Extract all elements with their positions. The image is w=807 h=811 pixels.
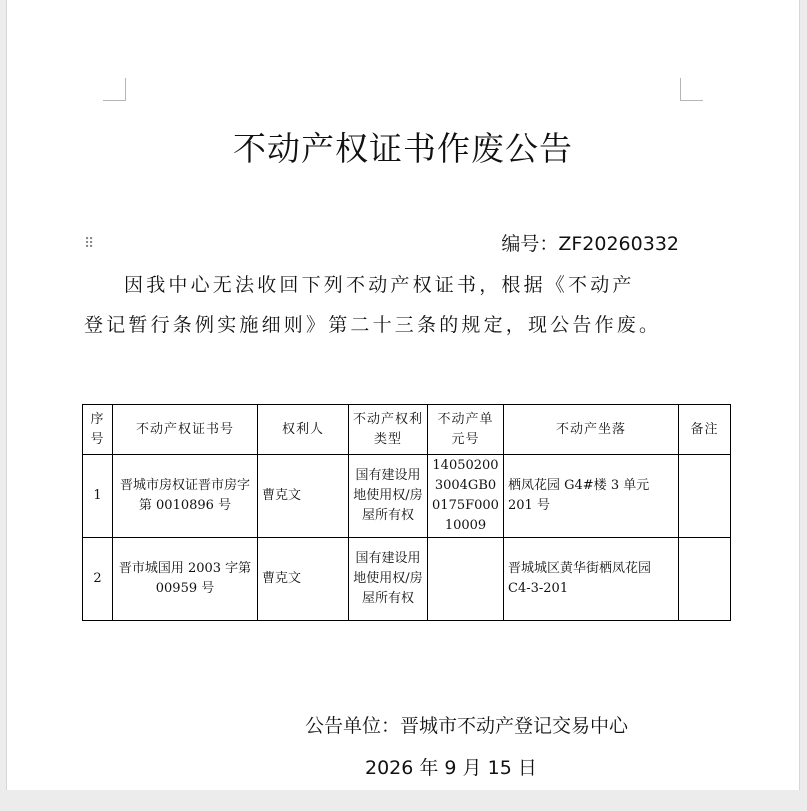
table-row xyxy=(83,538,731,621)
document-number: 编号：ZF20260332 xyxy=(501,233,679,255)
header-owner: 权利人 xyxy=(258,405,349,455)
cell-unit-no: 140502003004GB00175F00010009 xyxy=(428,455,504,538)
cell-unit-no xyxy=(428,538,504,621)
table-header-row xyxy=(83,405,731,455)
cell-right-type: 国有建设用地使用权/房屋所有权 xyxy=(349,538,428,621)
cell-owner: 曹克文 xyxy=(258,455,349,538)
table-row xyxy=(83,455,731,538)
header-index: 序号 xyxy=(83,405,113,455)
notice-paragraph xyxy=(84,265,684,345)
cell-certificate: 晋城市房权证晋市房字第 0010896 号 xyxy=(113,455,258,538)
document-title: 不动产权证书作废公告 xyxy=(233,129,573,168)
cell-remark xyxy=(679,538,731,621)
cell-remark xyxy=(679,455,731,538)
header-certificate: 不动产权证书号 xyxy=(113,405,258,455)
paragraph-line-2: 登记暂行条例实施细则》第二十三条的规定，现公告作废。 xyxy=(84,314,662,336)
issue-date: 2026 年 9 月 15 日 xyxy=(365,757,537,779)
cell-right-type: 国有建设用地使用权/房屋所有权 xyxy=(349,455,428,538)
cell-index: 2 xyxy=(83,538,113,621)
cell-certificate: 晋市城国用 2003 字第 00959 号 xyxy=(113,538,258,621)
document-page xyxy=(6,0,800,790)
cell-owner: 曹克文 xyxy=(258,538,349,621)
page-margin-corner-top-left xyxy=(103,78,126,101)
header-location: 不动产坐落 xyxy=(504,405,679,455)
header-remark: 备注 xyxy=(679,405,731,455)
header-right-type: 不动产权利类型 xyxy=(349,405,428,455)
paragraph-line-1: 因我中心无法收回下列不动产权证书，根据《不动产 xyxy=(124,274,635,296)
drag-handle-icon[interactable]: ⠿ xyxy=(84,236,93,252)
cell-location: 栖凤花园 G4#楼 3 单元 201 号 xyxy=(504,455,679,538)
certificate-table xyxy=(82,404,731,621)
page-margin-corner-top-right xyxy=(680,78,703,101)
header-unit-no: 不动产单元号 xyxy=(428,405,504,455)
issuing-unit: 公告单位：晋城市不动产登记交易中心 xyxy=(305,715,629,737)
cell-location: 晋城城区黄华街栖凤花园 C4-3-201 xyxy=(504,538,679,621)
cell-index: 1 xyxy=(83,455,113,538)
